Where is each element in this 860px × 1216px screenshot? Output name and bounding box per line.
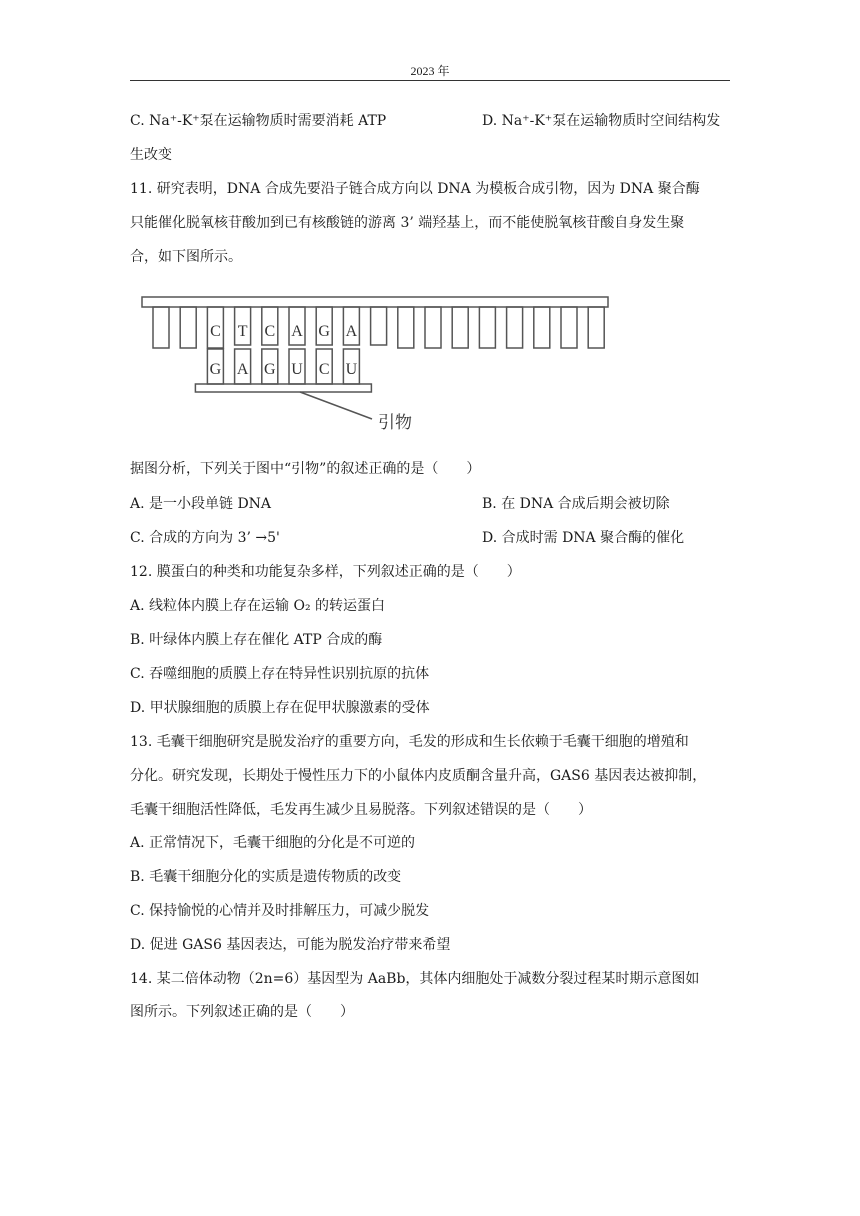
primer-strand <box>195 384 371 392</box>
q12-option-d: D. 甲状腺细胞的质膜上存在促甲状腺激素的受体 <box>130 700 430 716</box>
q11-stem-line-3: 合，如下图所示。 <box>130 249 242 265</box>
q11-stem-line-1: 11. 研究表明，DNA 合成先要沿子链合成方向以 DNA 为模板合成引物，因为 DNA 聚合酶 <box>130 181 700 197</box>
primer-label: 引物 <box>378 413 412 433</box>
q10-option-d-cont: 生改变 <box>130 147 172 163</box>
page-header-year: 2023 年 <box>410 64 450 78</box>
template-strand <box>142 297 608 307</box>
template-nucleotide <box>180 307 196 348</box>
template-nucleotide <box>371 307 387 345</box>
template-base-label: C <box>210 323 221 340</box>
q11-question: 据图分析，下列关于图中“引物”的叙述正确的是（ ） <box>130 461 481 477</box>
q13-option-c: C. 保持愉悦的心情并及时排解压力，可减少脱发 <box>130 903 430 919</box>
q13-option-d: D. 促进 GAS6 基因表达，可能为脱发治疗带来希望 <box>130 937 451 953</box>
q12-option-a: A. 线粒体内膜上存在运输 O₂ 的转运蛋白 <box>130 598 386 614</box>
q11-option-a: A. 是一小段单链 DNA <box>130 496 272 512</box>
primer-base-label: C <box>318 361 330 378</box>
template-base-label: C <box>264 323 276 340</box>
q11-option-c: C. 合成的方向为 3’ →5' <box>130 530 280 546</box>
q13-stem-line-1: 13. 毛囊干细胞研究是脱发治疗的重要方向，毛发的形成和生长依赖于毛囊干细胞的增殖和 <box>130 734 689 750</box>
primer-base-label: G <box>264 361 276 378</box>
template-nucleotide <box>479 307 495 348</box>
primer-base-label: A <box>236 361 249 378</box>
primer-teeth <box>207 349 359 384</box>
q11-stem-line-2: 只能催化脱氧核苷酸加到已有核酸链的游离 3’ 端羟基上，而不能使脱氧核苷酸自身发生聚 <box>130 215 685 231</box>
template-base-label: T <box>237 323 248 340</box>
q10-option-d: D. Na⁺-K⁺泵在运输物质时空间结构发 <box>482 113 721 129</box>
template-nucleotide <box>452 307 468 348</box>
q12-option-b: B. 叶绿体内膜上存在催化 ATP 合成的酶 <box>130 632 383 648</box>
q14-stem-line-1: 14. 某二倍体动物（2n=6）基因型为 AaBb，其体内细胞处于减数分裂过程某时期示意图如 <box>130 971 700 987</box>
primer-base-label: U <box>345 361 358 378</box>
dna-primer-figure <box>130 288 616 438</box>
template-nucleotide <box>398 307 414 348</box>
template-base-labels <box>210 323 358 340</box>
header-rule <box>130 80 730 81</box>
q13-stem-line-3: 毛囊干细胞活性降低，毛发再生减少且易脱落。下列叙述错误的是（ ） <box>130 802 592 818</box>
template-nucleotide <box>588 307 604 348</box>
q12-stem: 12. 膜蛋白的种类和功能复杂多样，下列叙述正确的是（ ） <box>130 564 521 580</box>
template-base-label: G <box>318 323 330 340</box>
template-nucleotide <box>561 307 577 348</box>
primer-pointer-line <box>300 392 372 419</box>
template-base-label: A <box>291 323 303 340</box>
primer-base-label: U <box>291 361 303 378</box>
q10-option-c: C. Na⁺-K⁺泵在运输物质时需要消耗 ATP <box>130 113 387 129</box>
q11-option-d: D. 合成时需 DNA 聚合酶的催化 <box>482 530 685 546</box>
primer-base-labels <box>210 361 358 378</box>
q14-stem-line-2: 图所示。下列叙述正确的是（ ） <box>130 1004 354 1020</box>
q13-option-b: B. 毛囊干细胞分化的实质是遗传物质的改变 <box>130 869 402 885</box>
template-nucleotide <box>534 307 550 348</box>
template-nucleotide <box>153 307 169 348</box>
q12-option-c: C. 吞噬细胞的质膜上存在特异性识别抗原的抗体 <box>130 666 430 682</box>
template-base-label: A <box>345 323 358 340</box>
q13-stem-line-2: 分化。研究发现，长期处于慢性压力下的小鼠体内皮质酮含量升高，GAS6 基因表达被抑制， <box>130 768 707 784</box>
q11-option-b: B. 在 DNA 合成后期会被切除 <box>482 496 670 512</box>
template-nucleotide <box>425 307 441 348</box>
q13-option-a: A. 正常情况下，毛囊干细胞的分化是不可逆的 <box>130 835 416 851</box>
primer-base-label: G <box>209 361 222 378</box>
template-nucleotide <box>507 307 523 348</box>
